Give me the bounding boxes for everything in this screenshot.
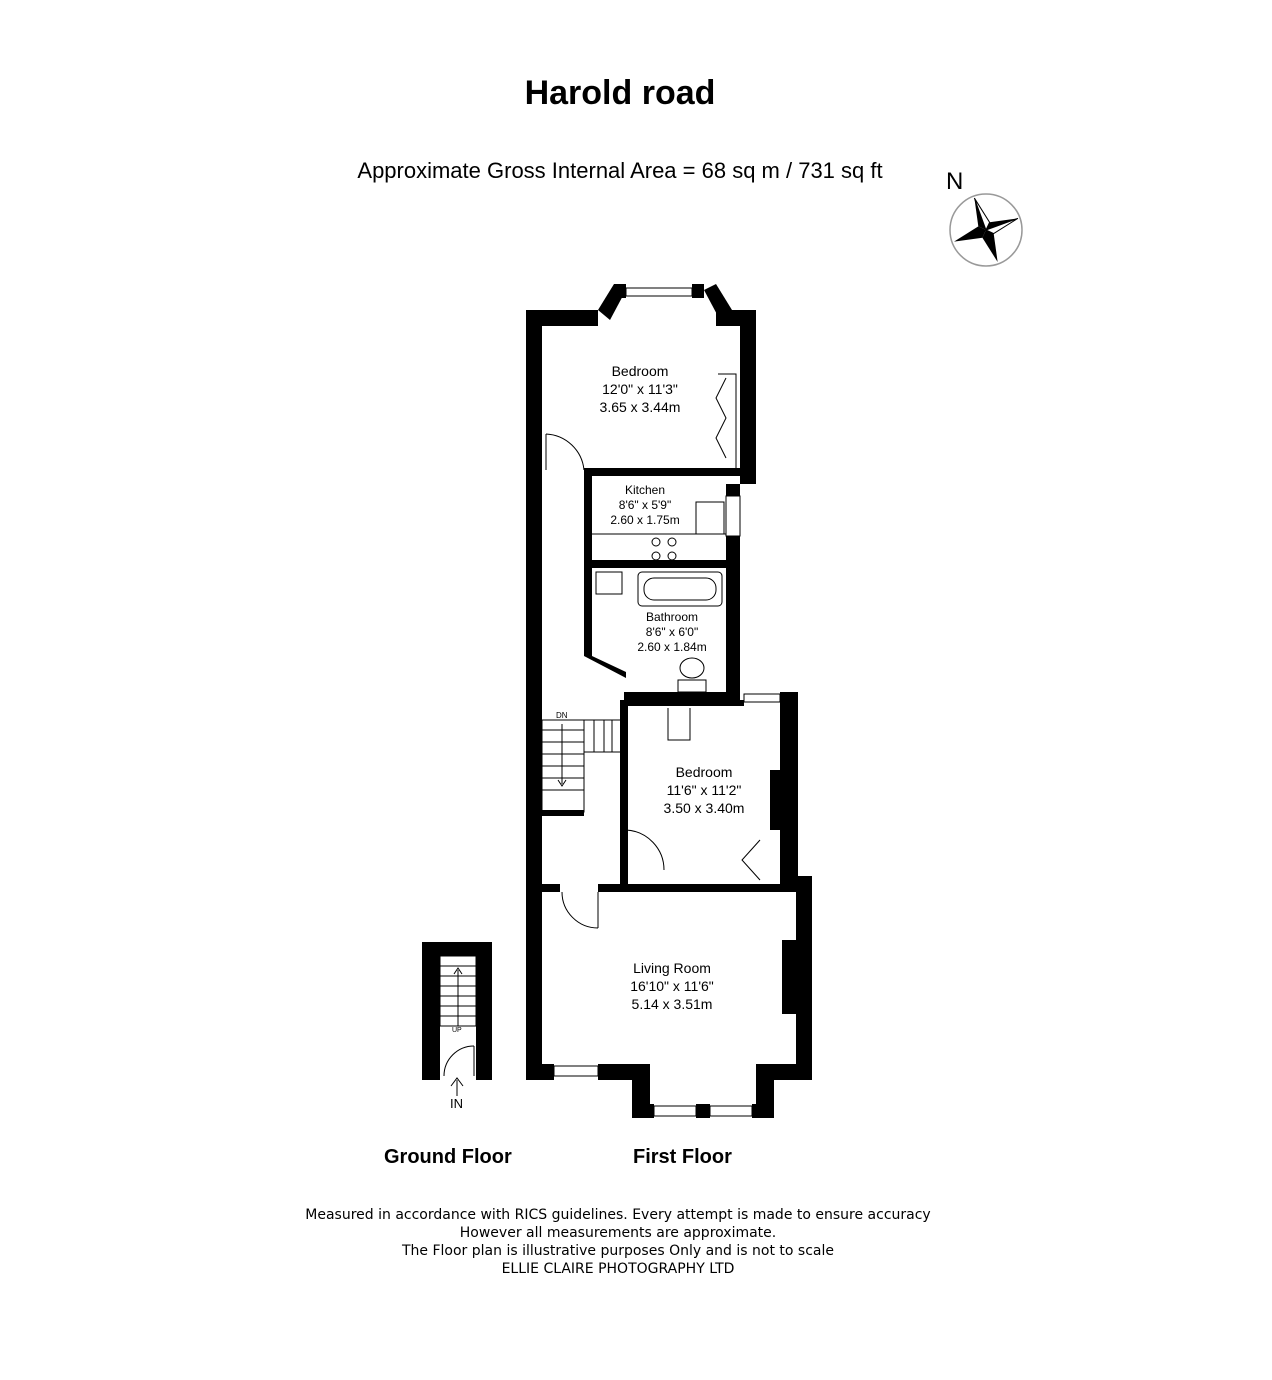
stairs-ground-floor [440,956,476,1096]
room-metric: 2.60 x 1.84m [637,640,707,654]
room-metric: 3.65 x 3.44m [599,399,681,415]
disclaimer-line: However all measurements are approximate. [459,1225,777,1241]
room-imperial: 8'6" x 6'0" [645,625,699,639]
room-bedroom-2 [664,764,745,816]
room-name: Bedroom [675,764,733,780]
room-name: Kitchen [624,483,666,497]
room-name: Bedroom [611,363,669,379]
gross-internal-area: Approximate Gross Internal Area = 68 sq m / 731 sq ft [357,158,883,183]
room-name: Living Room [633,960,711,976]
plan-title: Harold road [524,74,716,112]
north-label: N [946,168,964,195]
room-bedroom-1 [600,363,681,415]
first-floor-label: First Floor [633,1146,732,1168]
room-name: Bathroom [645,610,699,624]
room-imperial: 8'6" x 5'9" [618,498,672,512]
room-bathroom [637,610,706,654]
stairs-first-floor [542,720,620,812]
room-kitchen [610,483,679,527]
room-imperial: 12'0" x 11'3" [602,381,678,397]
room-living-room [630,960,714,1012]
room-metric: 5.14 x 3.51m [631,996,713,1012]
disclaimer-line: ELLIE CLAIRE PHOTOGRAPHY LTD [501,1261,735,1277]
stairs-down-label: DN [556,711,568,720]
disclaimer-line: Measured in accordance with RICS guidelines. Every attempt is made to ensure accuracy [305,1207,931,1223]
disclaimer-line: The Floor plan is illustrative purposes Only and is not to scale [402,1243,834,1259]
disclaimer [0,1206,1236,1278]
ground-floor-label: Ground Floor [384,1146,512,1168]
room-metric: 2.60 x 1.75m [610,513,680,527]
room-metric: 3.50 x 3.40m [663,800,745,816]
room-imperial: 16'10" x 11'6" [630,978,714,994]
ground-floor-walls [422,942,492,1080]
room-imperial: 11'6" x 11'2" [666,782,742,798]
entrance-label: IN [450,1096,463,1111]
stairs-up-label: UP [452,1027,462,1034]
